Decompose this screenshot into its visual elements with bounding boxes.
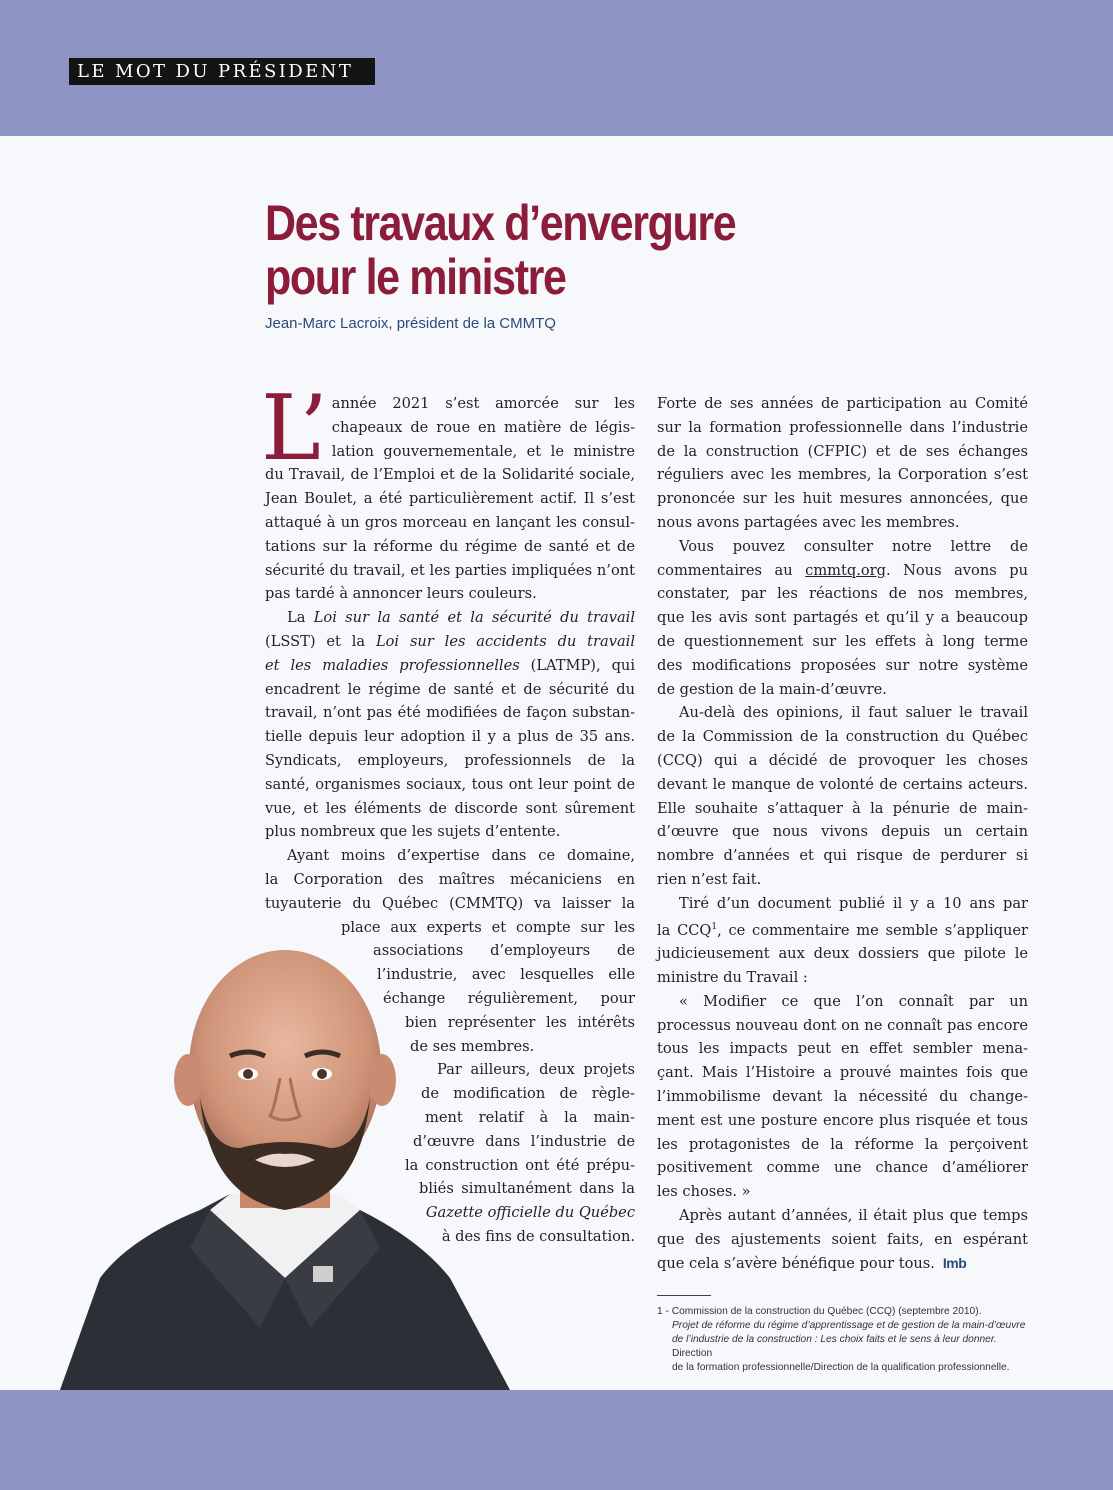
text-line: des modifications proposées sur notre système	[657, 656, 1028, 674]
text-line: constater, par les réactions de nos membres,	[657, 585, 1028, 603]
text-run: la CCQ	[657, 921, 712, 939]
law-title-latmp-cont: et les maladies professionnelles	[265, 656, 520, 674]
text-run: (LATMP), qui	[519, 656, 635, 674]
text-run: Direction	[672, 1348, 713, 1359]
text-line: prononcée sur les huit mesures annoncées, que	[657, 490, 1028, 508]
paragraph-conclusion	[657, 1204, 1028, 1275]
paragraph-letter-line2	[657, 559, 1028, 583]
paragraph-lines	[657, 392, 1028, 535]
text-line: place aux experts et compte sur les	[341, 918, 635, 936]
text-line: nombre d’années et qui risque de perdurer si	[657, 847, 1028, 865]
text-line: que des ajustements soient faits, en espérant	[657, 1230, 1028, 1248]
right-column	[657, 392, 1028, 1275]
text-line: réguliers avec les membres, la Corporation s’est	[657, 466, 1028, 484]
text-line: lation gouvernementale, et le ministre	[331, 442, 635, 460]
paragraph-letter-line1: Vous pouvez consulter notre lettre de	[679, 537, 1028, 555]
text-run: (LSST) et la	[265, 632, 376, 650]
paragraph-intro	[261, 376, 635, 606]
footer-band	[0, 1390, 1113, 1490]
text-line: Après autant d’années, il était plus que temps	[679, 1206, 1028, 1224]
paragraph-document-line1: Tiré d’un document publié il y a 10 ans par	[679, 894, 1028, 912]
footnote-title-cont: de l’industrie de la construction : Les choix faits et le sens à leur donner.	[672, 1334, 997, 1345]
text-line: Jean Boulet, a été particulièrement actif. Il s’est	[265, 490, 635, 508]
text-line: ment relatif à la main-	[425, 1108, 635, 1126]
article-title	[265, 196, 781, 304]
text-line: tuyauterie du Québec (CMMTQ) va laisser la	[265, 894, 635, 912]
text-line: chapeaux de roue en matière de légis-	[331, 418, 635, 436]
text-line: attaqué à un gros morceau en lançant les consul-	[265, 513, 635, 531]
text-line: devant le manque de volonté de certains acteurs.	[657, 775, 1028, 793]
drop-cap: L’	[261, 376, 328, 481]
paragraph-lines	[657, 1204, 1028, 1275]
text-line: de questionnement sur les effets à long terme	[657, 632, 1028, 650]
text-line: année 2021 s’est amorcée sur les	[331, 395, 635, 412]
text-line: les choses. »	[657, 1183, 751, 1201]
title-line-2: pour le ministre	[265, 249, 566, 305]
text-line: tations sur la réforme du régime de santé et de	[265, 537, 635, 555]
paragraph-laws-line1	[265, 606, 635, 630]
text-line: tielle depuis leur adoption il y a plus de 35 ans.	[265, 728, 635, 746]
footnote-title: Projet de réforme du régime d’apprentissage et de gestion de la main-d’œuvre	[672, 1320, 1026, 1331]
text-line: encadrent le régime de santé et de sécurité du	[265, 680, 635, 698]
footnote-ref: 1	[711, 921, 718, 932]
gazette-title: Gazette officielle du Québec	[425, 1204, 635, 1222]
footnote-line-4: de la formation professionnelle/Direction de la qualification professionnelle.	[672, 1362, 1010, 1373]
paragraph-letter-rest	[657, 582, 1028, 701]
text-line: positivement comme une chance d’améliorer	[657, 1159, 1028, 1177]
paragraph-cfpic	[657, 392, 1028, 535]
paragraph-lines	[265, 678, 635, 845]
end-mark-logo: Imb	[942, 1254, 967, 1271]
text-line: l’industrie, avec lesquelles elle	[377, 966, 635, 984]
paragraph-laws-rest	[265, 678, 635, 845]
president-portrait	[60, 948, 510, 1390]
paragraph-lines	[657, 942, 1028, 990]
paragraph-laws-line2	[265, 630, 635, 654]
paragraph-lines	[657, 701, 1028, 891]
section-tag: LE MOT DU PRÉSIDENT	[69, 58, 375, 85]
cmmtq-link[interactable]: cmmtq.org	[805, 561, 886, 579]
paragraph-document-line2	[657, 916, 1028, 943]
byline: Jean-Marc Lacroix, président de la CMMTQ	[265, 315, 556, 332]
text-line: de gestion de la main-d’œuvre.	[657, 680, 887, 698]
text-line: ministre du Travail :	[657, 968, 808, 986]
footnote-line-1: 1 - Commission de la construction du Québec (CCQ) (septembre 2010).	[657, 1306, 982, 1317]
text-line: de ses membres.	[410, 1037, 535, 1055]
text-line: (CCQ) qui a décidé de provoquer les choses	[657, 751, 1028, 769]
text-line: l’immobilisme devant la nécessité du change-	[657, 1087, 1028, 1105]
text-run: . Nous avons pu	[885, 561, 1028, 579]
text-line: Syndicats, employeurs, professionnels de la	[265, 751, 635, 769]
text-line: « Modifier ce que l’on connaît par un	[679, 992, 1028, 1010]
text-line: bien représenter les intérêts	[405, 1013, 635, 1031]
text-line: que les avis sont partagés et qu’il y a beaucoup	[657, 609, 1028, 627]
text-line: tous les impacts peut en effet sembler mena-	[657, 1040, 1028, 1058]
text-line: les protagonistes de la réforme la perçoivent	[657, 1135, 1028, 1153]
text-line: Elle souhaite s’attaquer à la pénurie de main-	[657, 799, 1028, 817]
law-title-latmp: Loi sur les accidents du travail	[375, 632, 635, 650]
paragraph-ccq	[657, 701, 1028, 891]
text-line: vue, et les éléments de discorde sont sûrement	[265, 799, 635, 817]
text-line: Par ailleurs, deux projets	[437, 1061, 635, 1079]
footnote-line-3	[657, 1333, 1037, 1361]
text-run: commentaires au	[657, 561, 806, 579]
footnote	[657, 1305, 1037, 1375]
text-line: bliés simultanément dans la	[419, 1180, 635, 1198]
text-line: de la Commission de la construction du Québec	[657, 728, 1028, 746]
paragraph-lines	[657, 990, 1028, 1204]
text-line: sur la formation professionnelle dans l’industrie	[657, 418, 1028, 436]
text-run: , ce commentaire me semble s’appliquer	[717, 921, 1028, 939]
footnote-rule	[657, 1295, 711, 1296]
footnote-line-2	[657, 1319, 1037, 1333]
text-line: d’œuvre que nous vivons depuis un certain	[657, 823, 1028, 841]
text-line: échange régulièrement, pour	[383, 989, 635, 1007]
text-line: ment est une posture encore plus risquée et tous	[657, 1111, 1028, 1129]
text-run: La	[287, 609, 314, 627]
text-line: Ayant moins d’expertise dans ce domaine,	[287, 847, 635, 865]
text-line: la Corporation des maîtres mécaniciens en	[265, 870, 635, 888]
text-line: à des fins de consultation.	[441, 1227, 635, 1245]
text-line: judicieusement aux deux dossiers que pilote le	[657, 945, 1028, 963]
text-line: Au-delà des opinions, il faut saluer le travail	[679, 704, 1028, 722]
text-line: sécurité du travail, et les parties impliquées n’ont	[265, 561, 635, 579]
law-title-lsst: Loi sur la santé et la sécurité du travail	[313, 609, 636, 627]
title-line-1: Des travaux d’envergure	[265, 195, 736, 251]
text-line: d’œuvre dans l’industrie de	[413, 1132, 635, 1150]
text-line: de la construction (CFPIC) et de ses échanges	[657, 442, 1028, 460]
text-line: rien n’est fait.	[657, 870, 762, 888]
text-line: associations d’employeurs de	[373, 942, 635, 960]
text-line: du Travail, de l’Emploi et de la Solidarité sociale,	[265, 466, 635, 484]
text-line: plus nombreux que les sujets d’entente.	[265, 823, 561, 841]
paragraph-laws-line3	[265, 654, 635, 678]
quote-block	[657, 990, 1028, 1204]
text-line: nous avons partagées avec les membres.	[657, 513, 960, 531]
paragraph-document-rest	[657, 942, 1028, 990]
text-line: processus nouveau dont on ne connaît pas encore	[657, 1016, 1028, 1034]
text-line: Forte de ses années de participation au Comité	[657, 395, 1028, 412]
text-line: pas tardé à annoncer leurs couleurs.	[265, 585, 537, 603]
text-line: que cela s’avère bénéfique pour tous. Imb	[657, 1254, 967, 1272]
text-line: çant. Mais l’Histoire a prouvé maintes fois que	[657, 1064, 1028, 1082]
text-line: travail, n’ont pas été modifiées de façon substan-	[265, 704, 635, 722]
paragraph-lines	[657, 582, 1028, 701]
text-line: la construction ont été prépu-	[405, 1156, 635, 1174]
text-line: santé, organismes sociaux, tous ont leur point de	[265, 775, 635, 793]
text-line: de modification de règle-	[421, 1085, 635, 1103]
